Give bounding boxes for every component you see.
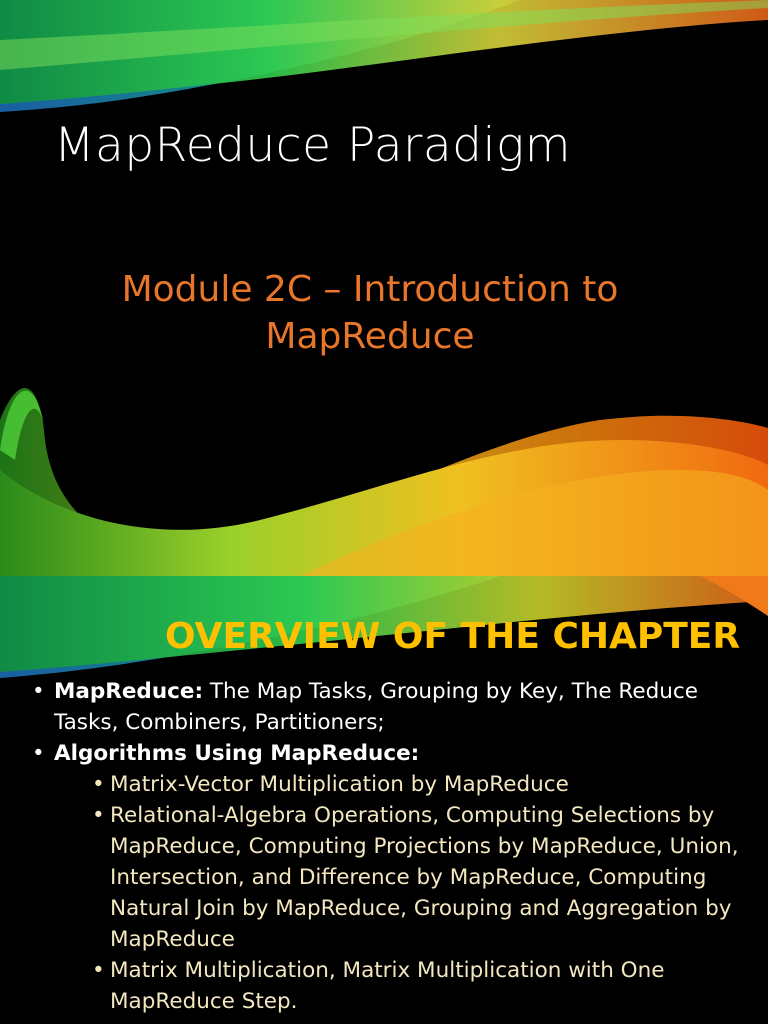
bullet-text: The Map Tasks, Grouping by Key, The Reduce Tasks, Combiners, Partitioners; xyxy=(54,679,698,735)
bullet-label: Algorithms Using MapReduce: xyxy=(54,741,420,766)
bullet-label: MapReduce: xyxy=(54,679,204,704)
list-item xyxy=(32,676,752,738)
sub-list-item: • Matrix-Vector Multiplication by MapReduce xyxy=(92,769,752,800)
sub-list-item: • Matrix Multiplication, Matrix Multiplication with One MapReduce Step. xyxy=(92,955,752,1017)
sub-list-item: • Relational-Algebra Operations, Computing Selections by MapReduce, Computing Projections by MapReduce, Union, Intersection, and Difference by MapReduce, Computing Natural Join by MapReduce, Grouping and Aggregation by MapReduce xyxy=(92,800,752,955)
subtitle-line-1: Module 2C – Introduction to xyxy=(121,269,619,310)
chapter-outline-list xyxy=(32,676,752,1017)
slide-heading: OVERVIEW OF THE CHAPTER xyxy=(165,616,741,657)
presentation-title: MapReduce Paradigm xyxy=(54,118,572,173)
subtitle-line-2: MapReduce xyxy=(265,316,475,357)
overview-slide xyxy=(0,576,768,1024)
module-subtitle xyxy=(60,266,680,360)
sub-bullet-list xyxy=(54,769,752,1017)
list-item xyxy=(32,738,752,1017)
